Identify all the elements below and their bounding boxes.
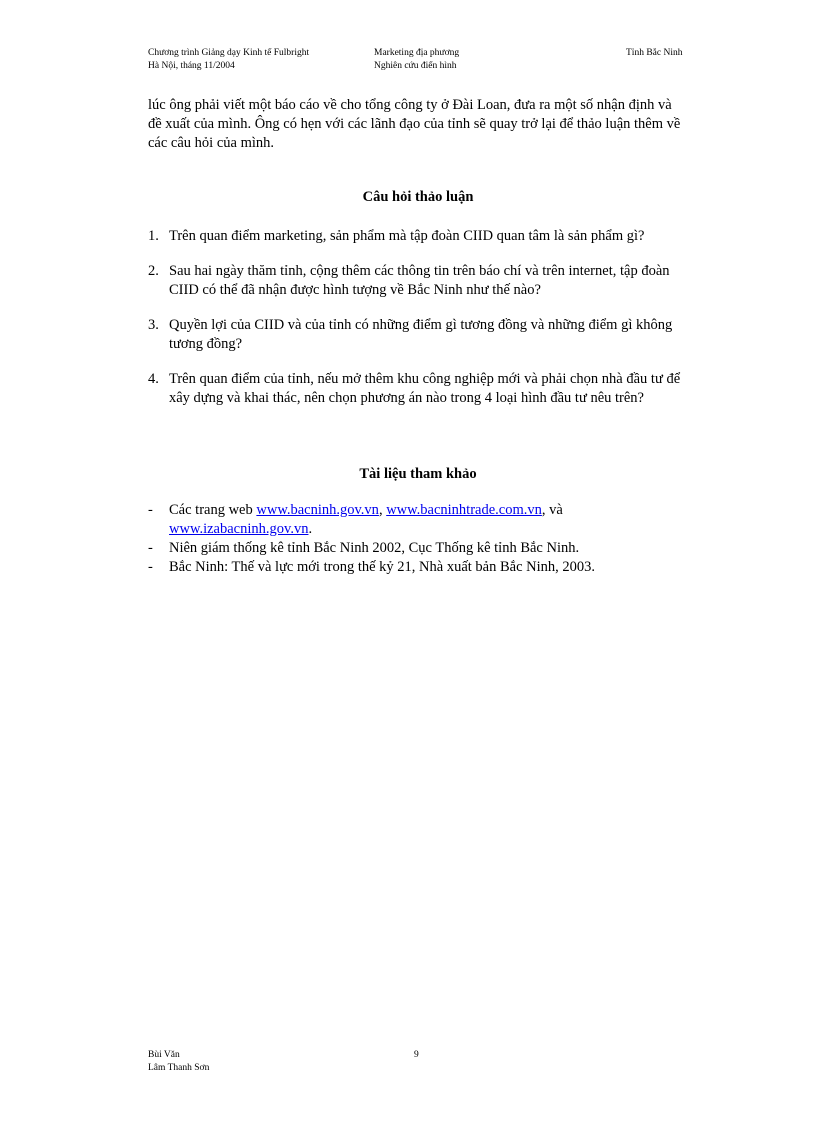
bullet-dash: - <box>148 559 153 575</box>
bullet-dash: - <box>148 540 153 556</box>
footer-author-2: Lâm Thanh Sơn <box>148 1063 210 1073</box>
references-heading: Tài liệu tham khảo <box>359 466 477 482</box>
question-item <box>148 316 688 354</box>
reference-separator: , <box>378 502 387 518</box>
reference-prefix: Các trang web <box>169 502 257 518</box>
question-number: 2. <box>148 263 159 279</box>
question-text: Sau hai ngày thăm tỉnh, cộng thêm các thông tin trên báo chí và trên internet, tập đoàn CIID có thể đã nhận được hình tượng về Bắc Ninh như thế nào? <box>169 263 670 298</box>
reference-separator: , và <box>541 502 563 518</box>
link-izabacninh[interactable]: www.izabacninh.gov.vn <box>169 521 309 537</box>
header-left <box>148 47 309 73</box>
question-number: 1. <box>148 228 159 244</box>
header-date: Hà Nội, tháng 11/2004 <box>148 61 235 71</box>
header-middle <box>374 47 459 73</box>
header-program: Chương trình Giảng dạy Kinh tế Fulbright <box>148 48 310 58</box>
reference-end: . <box>308 521 313 537</box>
question-item <box>148 227 688 246</box>
reference-item-yearbook <box>148 539 688 558</box>
questions-heading: Câu hỏi thảo luận <box>362 189 474 205</box>
link-bacninh-gov[interactable]: www.bacninh.gov.vn <box>256 502 379 518</box>
question-item <box>148 262 688 300</box>
header-right <box>626 47 682 60</box>
reference-text: Niên giám thống kê tỉnh Bắc Ninh 2002, Cục Thống kê tỉnh Bắc Ninh. <box>169 540 580 556</box>
header-course: Marketing địa phương <box>374 48 460 58</box>
page-number: 9 <box>414 1050 419 1060</box>
link-bacninhtrade[interactable]: www.bacninhtrade.com.vn <box>386 502 542 518</box>
question-list <box>148 227 688 424</box>
question-item <box>148 370 688 408</box>
question-text: Trên quan điểm của tỉnh, nếu mở thêm khu công nghiệp mới và phải chọn nhà đầu tư để xây dựng và khai thác, nên chọn phương án nào trong 4 loại hình đầu tư nêu trên? <box>169 371 681 406</box>
bullet-dash: - <box>148 502 153 518</box>
reference-item-book <box>148 558 688 577</box>
header-case-study: Nghiên cứu điển hình <box>374 61 457 71</box>
reference-list <box>148 501 688 577</box>
footer-authors <box>148 1049 209 1075</box>
reference-text: Bắc Ninh: Thế và lực mới trong thế kỷ 21, Nhà xuất bản Bắc Ninh, 2003. <box>169 559 596 575</box>
footer-author-1: Bùi Văn <box>148 1050 180 1060</box>
header-province: Tỉnh Bắc Ninh <box>626 48 683 58</box>
question-text: Trên quan điểm marketing, sản phẩm mà tập đoàn CIID quan tâm là sản phẩm gì? <box>169 228 645 244</box>
question-number: 4. <box>148 371 159 387</box>
question-text: Quyền lợi của CIID và của tỉnh có những điểm gì tương đồng và những điểm gì không tương đồng? <box>169 317 673 352</box>
reference-item-websites <box>148 501 688 539</box>
question-number: 3. <box>148 317 159 333</box>
intro-paragraph: lúc ông phải viết một báo cáo về cho tổng công ty ở Đài Loan, đưa ra một số nhận định và đề xuất của mình. Ông có hẹn với các lãnh đạo của tỉnh sẽ quay trở lại để thảo luận thêm về các câu hỏi của mình. <box>148 97 681 151</box>
